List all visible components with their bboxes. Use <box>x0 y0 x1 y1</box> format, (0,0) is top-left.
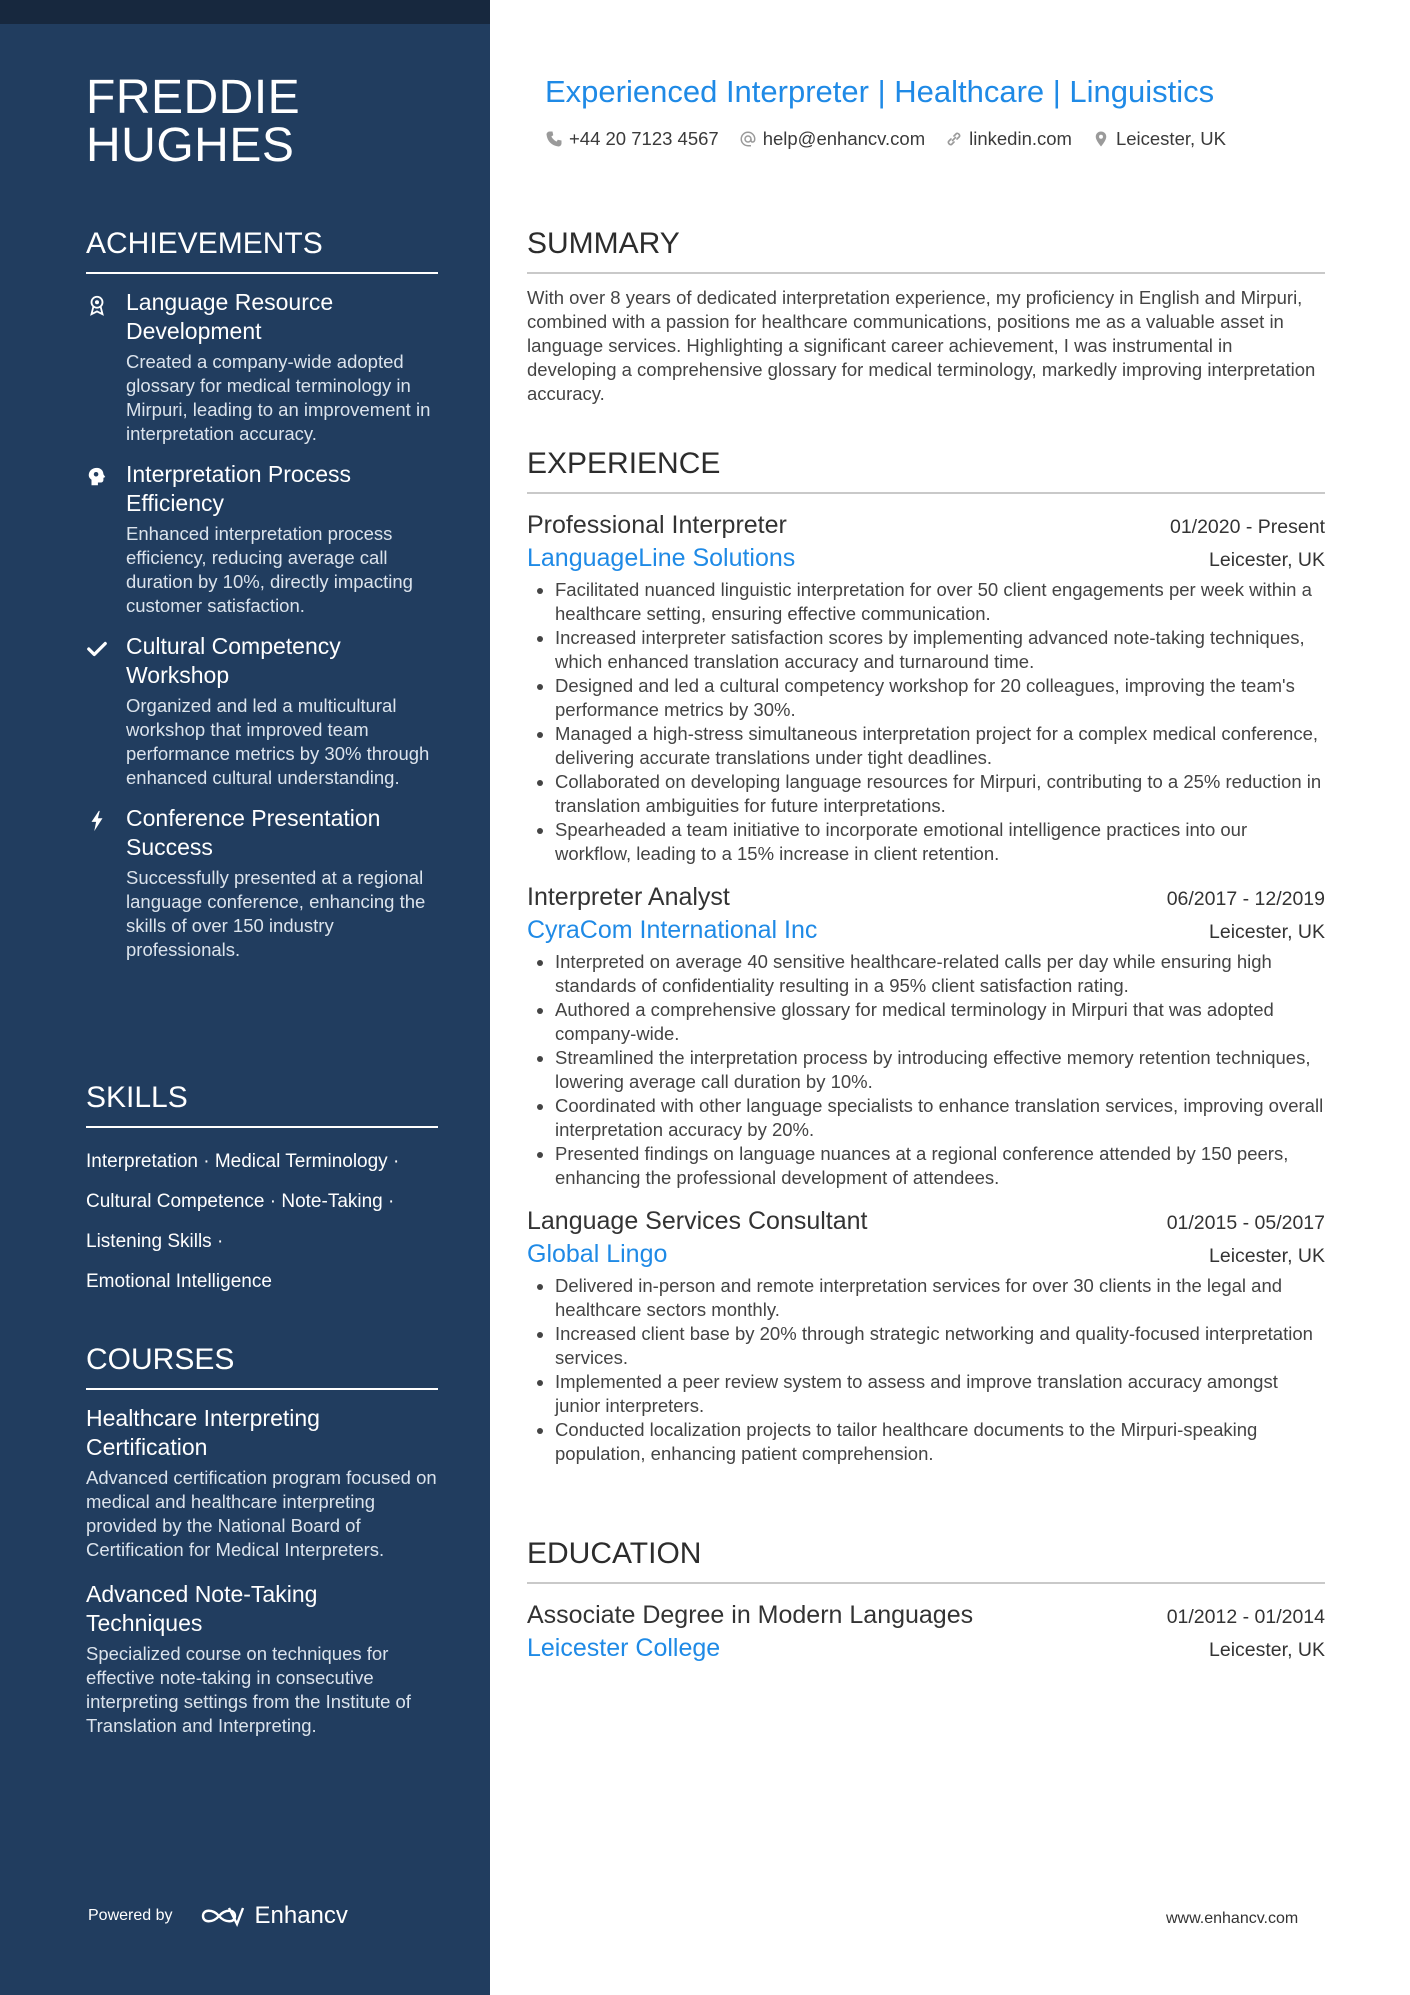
contact-linkedin[interactable] <box>945 128 1072 150</box>
achievements-heading: ACHIEVEMENTS <box>86 226 438 274</box>
skills-section <box>86 1080 438 1302</box>
education-entry <box>527 1598 1325 1664</box>
achievement-item <box>86 288 438 446</box>
bullet-item: • Spearheaded a team initiative to incorporate emotional intelligence practices into our workflow, leading to a 15% increase in client retention. <box>555 818 1325 866</box>
achievement-item <box>86 632 438 790</box>
job-dates: 01/2015 - 05/2017 <box>1166 1212 1325 1234</box>
bullet-item: • Delivered in-person and remote interpretation services for over 30 clients in the legal and healthcare sectors monthly. <box>555 1274 1325 1322</box>
powered-by <box>88 1902 348 1930</box>
job-entry <box>527 508 1325 866</box>
footer-url[interactable]: www.enhancv.com <box>1166 1910 1299 1927</box>
job-bullets <box>527 1274 1325 1466</box>
powered-by-label: Powered by <box>88 1907 173 1924</box>
headline: Experienced Interpreter | Healthcare | Linguistics <box>545 74 1215 109</box>
achievement-desc: Successfully presented at a regional language conference, enhancing the skills of over 150 industry professionals. <box>126 867 426 960</box>
achievement-desc: Organized and led a multicultural workshop that improved team performance metrics by 30% through enhanced cultural understanding. <box>126 695 430 788</box>
bullet-item: • Designed and led a cultural competency workshop for 20 colleagues, improving the team's performance metrics by 30%. <box>555 674 1325 722</box>
summary-heading: SUMMARY <box>527 226 1325 274</box>
phone-icon <box>545 130 563 148</box>
achievements-section <box>86 226 438 962</box>
enhancv-logo-icon <box>199 1904 245 1928</box>
achievement-title: Conference Presentation Success <box>126 805 381 860</box>
sidebar <box>0 0 490 1995</box>
name-last: HUGHES <box>86 119 295 172</box>
job-dates: 06/2017 - 12/2019 <box>1166 888 1325 910</box>
achievement-desc: Created a company-wide adopted glossary for medical terminology in Mirpuri, leading to an improvement in interpretation accuracy. <box>126 351 431 444</box>
bullet-item: • Interpreted on average 40 sensitive healthcare-related calls per day while ensuring high standards of confidentiality resulting in a 95% client satisfaction rating. <box>555 950 1325 998</box>
job-location: Leicester, UK <box>1209 921 1325 943</box>
achievement-title: Cultural Competency Workshop <box>126 633 341 688</box>
brain-icon <box>86 466 108 488</box>
link-icon <box>945 130 963 148</box>
course-title: Advanced Note-Taking Techniques <box>86 1581 318 1636</box>
job-entry <box>527 1204 1325 1466</box>
achievement-title: Language Resource Development <box>126 289 334 344</box>
bolt-icon <box>86 810 108 832</box>
bullet-item: • Implemented a peer review system to assess and improve translation accuracy amongst junior interpreters. <box>555 1370 1325 1418</box>
at-icon <box>739 130 757 148</box>
bullet-item: • Increased interpreter satisfaction scores by implementing advanced note-taking techniques, which enhanced translation accuracy and turnaround time. <box>555 626 1325 674</box>
achievement-item <box>86 460 438 618</box>
bullet-item: • Presented findings on language nuances at a regional conference attended by 150 peers, enhancing the professional development of attendees. <box>555 1142 1325 1190</box>
name-first: FREDDIE <box>86 71 301 124</box>
job-role: Language Services Consultant <box>527 1207 868 1235</box>
courses-section <box>86 1342 438 1738</box>
contact-linkedin-text: linkedin.com <box>969 128 1072 149</box>
job-location: Leicester, UK <box>1209 1245 1325 1267</box>
skill-line: Interpretation · Medical Terminology · <box>86 1151 400 1172</box>
contact-email[interactable] <box>739 128 925 150</box>
contact-location-text: Leicester, UK <box>1115 128 1226 149</box>
skills-list <box>86 1142 438 1302</box>
course-item <box>86 1580 438 1738</box>
course-desc: Specialized course on techniques for effective note-taking in consecutive interpreting settings from the Institute of Translation and Interpreting. <box>86 1643 411 1736</box>
bullet-item: • Authored a comprehensive glossary for medical terminology in Mirpuri that was adopted company-wide. <box>555 998 1325 1046</box>
contact-phone[interactable] <box>545 128 719 150</box>
skill-line: Cultural Competence · Note-Taking · <box>86 1191 395 1212</box>
bullet-item: • Coordinated with other language specialists to enhance translation services, improving overall interpretation accuracy by 20%. <box>555 1094 1325 1142</box>
bullet-item: • Managed a high-stress simultaneous interpretation project for a complex medical conference, delivering accurate translations under tight deadlines. <box>555 722 1325 770</box>
skills-heading: SKILLS <box>86 1080 438 1128</box>
achievement-title: Interpretation Process Efficiency <box>126 461 352 516</box>
job-bullets <box>527 950 1325 1190</box>
bullet-item: • Increased client base by 20% through strategic networking and quality-focused interpretation services. <box>555 1322 1325 1370</box>
education-section <box>527 1536 1325 1664</box>
contact-location <box>1092 128 1226 150</box>
job-company: Global Lingo <box>527 1240 668 1268</box>
main-column <box>527 0 1325 1995</box>
check-icon <box>86 638 108 660</box>
bullet-item: • Streamlined the interpretation process by introducing effective memory retention techniques, lowering average call duration by 10%. <box>555 1046 1325 1094</box>
skill-line: Listening Skills · <box>86 1231 224 1252</box>
contact-email-text: help@enhancv.com <box>762 128 926 149</box>
summary-section <box>527 226 1325 406</box>
enhancv-logo[interactable] <box>199 1902 348 1930</box>
bullet-item: • Facilitated nuanced linguistic interpretation for over 50 client engagements per week within a healthcare setting, ensuring effective communication. <box>555 578 1325 626</box>
job-role: Professional Interpreter <box>527 511 787 539</box>
education-school: Leicester College <box>527 1634 721 1662</box>
experience-section <box>527 446 1325 1466</box>
bullet-item: • Collaborated on developing language resources for Mirpuri, contributing to a 25% reduction in translation ambiguities for future interpretations. <box>555 770 1325 818</box>
enhancv-brand: Enhancv <box>254 1902 348 1929</box>
contact-bar <box>545 128 1226 150</box>
location-icon <box>1092 130 1110 148</box>
job-entry <box>527 880 1325 1190</box>
summary-text: With over 8 years of dedicated interpretation experience, my proficiency in English and Mirpuri, combined with a passion for healthcare communications, positions me as a valuable asset in language services. Highlighting a significant career achievement, I was instrumental in developing a comprehensive glossary for medical terminology, markedly improving interpretation accuracy. <box>527 287 1316 404</box>
education-dates: 01/2012 - 01/2014 <box>1166 1606 1325 1628</box>
award-icon <box>86 294 108 316</box>
contact-phone-text: +44 20 7123 4567 <box>569 128 719 149</box>
education-location: Leicester, UK <box>1209 1639 1325 1661</box>
courses-heading: COURSES <box>86 1342 438 1390</box>
skill-line: Emotional Intelligence <box>86 1271 272 1292</box>
course-title: Healthcare Interpreting Certification <box>86 1405 320 1460</box>
achievement-desc: Enhanced interpretation process efficiency, reducing average call duration by 10%, directly impacting customer satisfaction. <box>126 523 413 616</box>
job-dates: 01/2020 - Present <box>1169 516 1325 538</box>
job-role: Interpreter Analyst <box>527 883 730 911</box>
education-degree: Associate Degree in Modern Languages <box>527 1601 974 1629</box>
sidebar-top-bar <box>0 0 490 24</box>
candidate-name <box>86 71 301 172</box>
achievement-item <box>86 804 438 962</box>
job-bullets <box>527 578 1325 866</box>
education-heading: EDUCATION <box>527 1536 1325 1584</box>
job-company: CyraCom International Inc <box>527 916 818 944</box>
experience-heading: EXPERIENCE <box>527 446 1325 494</box>
course-desc: Advanced certification program focused on medical and healthcare interpreting provided by the National Board of Certification for Medical Interpreters. <box>86 1467 437 1560</box>
course-item <box>86 1404 438 1562</box>
job-location: Leicester, UK <box>1209 549 1325 571</box>
bullet-item: • Conducted localization projects to tailor healthcare documents to the Mirpuri-speaking population, enhancing patient comprehension. <box>555 1418 1325 1466</box>
job-company: LanguageLine Solutions <box>527 544 796 572</box>
